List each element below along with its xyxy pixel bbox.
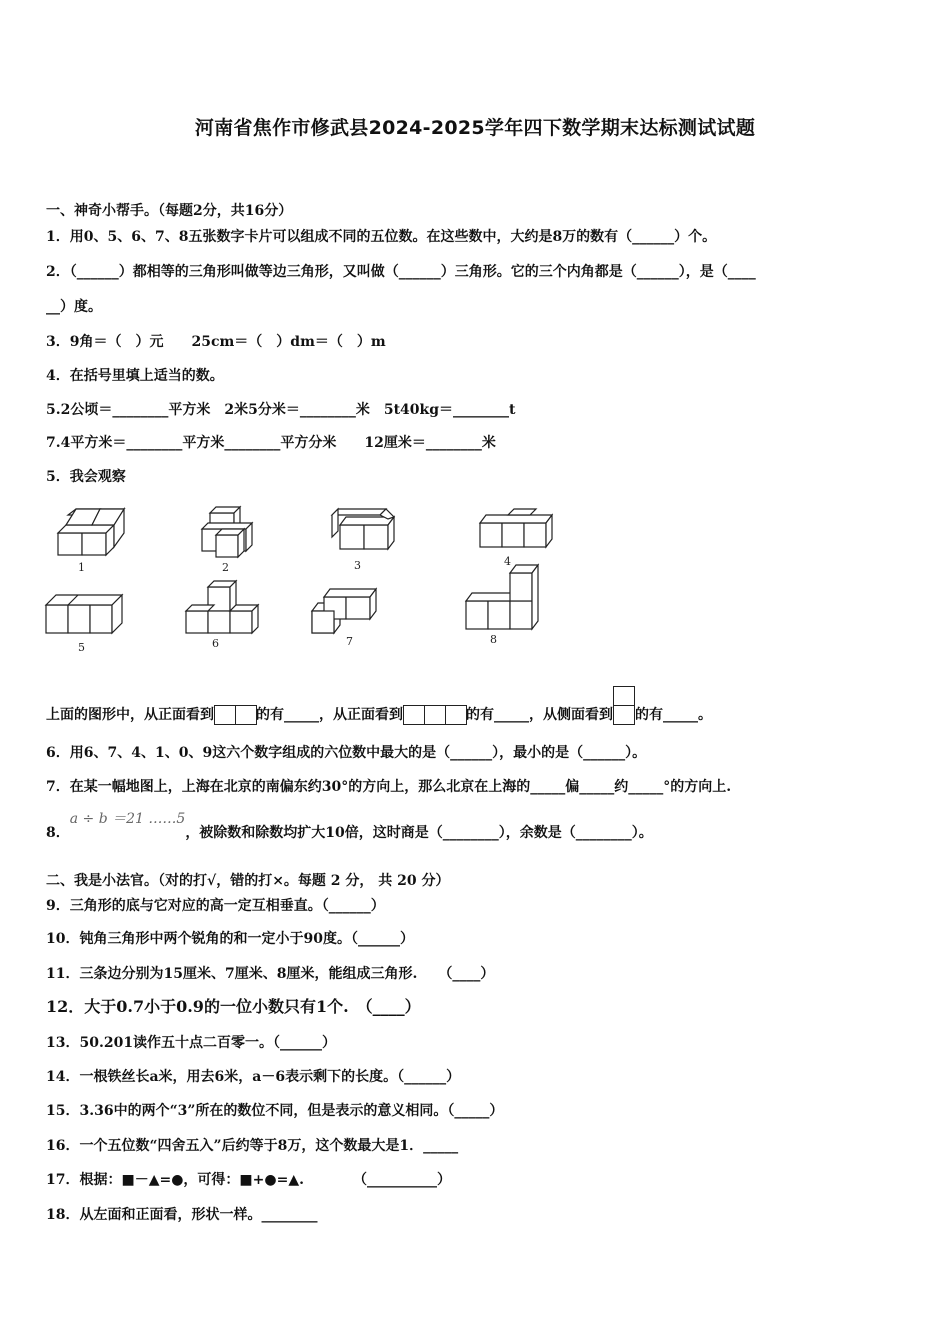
question-9: 9．三角形的底与它对应的高一定互相垂直。（______） bbox=[46, 898, 385, 914]
cube-figure-8 bbox=[466, 565, 538, 629]
question-1: 1．用0、5、6、7、8五张数字卡片可以组成不同的五位数。在这些数中，大约是8万的数有（______）个。 bbox=[46, 229, 717, 245]
question-17: 17．根据：■－▲=●，可得：■+●=▲. （__________） bbox=[46, 1172, 451, 1188]
three-square-view-icon bbox=[403, 707, 466, 723]
q5-text-3: 的有_____，从侧面看到 bbox=[466, 707, 613, 723]
question-3: 3．9角＝（ ）元 25cm＝（ ）dm＝（ ）m bbox=[46, 334, 386, 350]
question-2: 2．（______）都相等的三角形叫做等边三角形，又叫做（______）三角形。它的三个内角都是（______），是（____ bbox=[46, 264, 756, 280]
cube-figure-1 bbox=[58, 509, 124, 555]
figure-label-8: 8 bbox=[490, 633, 497, 646]
figure-label-7: 7 bbox=[346, 635, 353, 648]
question-15: 15．3.36中的两个“3”所在的数位不同，但是表示的意义相同。（_____） bbox=[46, 1103, 504, 1119]
cube-figure-3 bbox=[332, 509, 394, 549]
question-13: 13．50.201读作五十点二百零一。（______） bbox=[46, 1035, 337, 1051]
question-4-row-1: 5.2公顷＝________平方米 2米5分米＝________米 5t40kg＝________t bbox=[46, 402, 516, 418]
question-10: 10．钝角三角形中两个锐角的和一定小于90度。（______） bbox=[46, 931, 414, 947]
figure-label-1: 1 bbox=[78, 561, 85, 574]
q5-text-2: 的有_____，从正面看到 bbox=[256, 707, 403, 723]
figure-label-4: 4 bbox=[504, 555, 511, 568]
question-4-row-2: 7.4平方米＝________平方米________平方分米 12厘米＝________米 bbox=[46, 435, 496, 451]
cube-figure-5 bbox=[46, 595, 122, 633]
cube-figure-6 bbox=[186, 581, 258, 633]
cube-figures bbox=[40, 505, 580, 655]
figure-label-6: 6 bbox=[212, 637, 219, 650]
question-7: 7．在某一幅地图上，上海在北京的南偏东约30°的方向上，那么北京在上海的_____偏_____约_____°的方向上. bbox=[46, 779, 732, 795]
figure-label-3: 3 bbox=[354, 559, 361, 572]
question-2-continued: __）度。 bbox=[46, 299, 102, 315]
figure-label-2: 2 bbox=[222, 561, 229, 574]
figure-label-5: 5 bbox=[78, 641, 85, 654]
q8-formula: a ÷ b ＝21 ……5 bbox=[69, 811, 186, 827]
question-6: 6．用6、7、4、1、0、9这六个数字组成的六位数中最大的是（______），最小的是（______）。 bbox=[46, 745, 647, 761]
two-stacked-square-view-icon bbox=[613, 686, 635, 724]
cube-figure-2 bbox=[202, 507, 252, 557]
q8-number: 8． bbox=[46, 825, 70, 841]
question-4: 4．在括号里填上适当的数。 bbox=[46, 368, 224, 384]
section-1-header: 一、神奇小帮手。（每题2分，共16分） bbox=[46, 203, 293, 219]
cube-figure-4 bbox=[480, 509, 552, 547]
page-title: 河南省焦作市修武县2024-2025学年四下数学期末达标测试试题 bbox=[194, 117, 756, 139]
two-square-view-icon bbox=[214, 707, 256, 723]
question-5-answer-line bbox=[46, 696, 712, 734]
question-14: 14．一根铁丝长a米，用去6米，a－6表示剩下的长度。（______） bbox=[46, 1069, 461, 1085]
q5-text-1: 上面的图形中，从正面看到 bbox=[46, 707, 214, 723]
question-12: 12．大于0.7小于0.9的一位小数只有1个. （____） bbox=[46, 997, 421, 1016]
question-11: 11．三条边分别为15厘米、7厘米、8厘米，能组成三角形. （____） bbox=[46, 966, 495, 982]
q8-text: ，被除数和除数均扩大10倍，这时商是（________），余数是（________）。 bbox=[185, 825, 653, 841]
question-18: 18．从左面和正面看，形状一样。________ bbox=[46, 1207, 318, 1223]
section-2-header: 二、我是小法官。（对的打√，错的打×。每题 2 分， 共 20 分） bbox=[46, 873, 450, 889]
question-8 bbox=[46, 811, 653, 843]
question-16: 16．一个五位数“四舍五入”后约等于8万，这个数最大是1．_____ bbox=[46, 1138, 459, 1154]
q5-text-4: 的有_____。 bbox=[635, 707, 712, 723]
question-5: 5．我会观察 bbox=[46, 469, 126, 485]
cube-figure-7 bbox=[312, 589, 376, 633]
